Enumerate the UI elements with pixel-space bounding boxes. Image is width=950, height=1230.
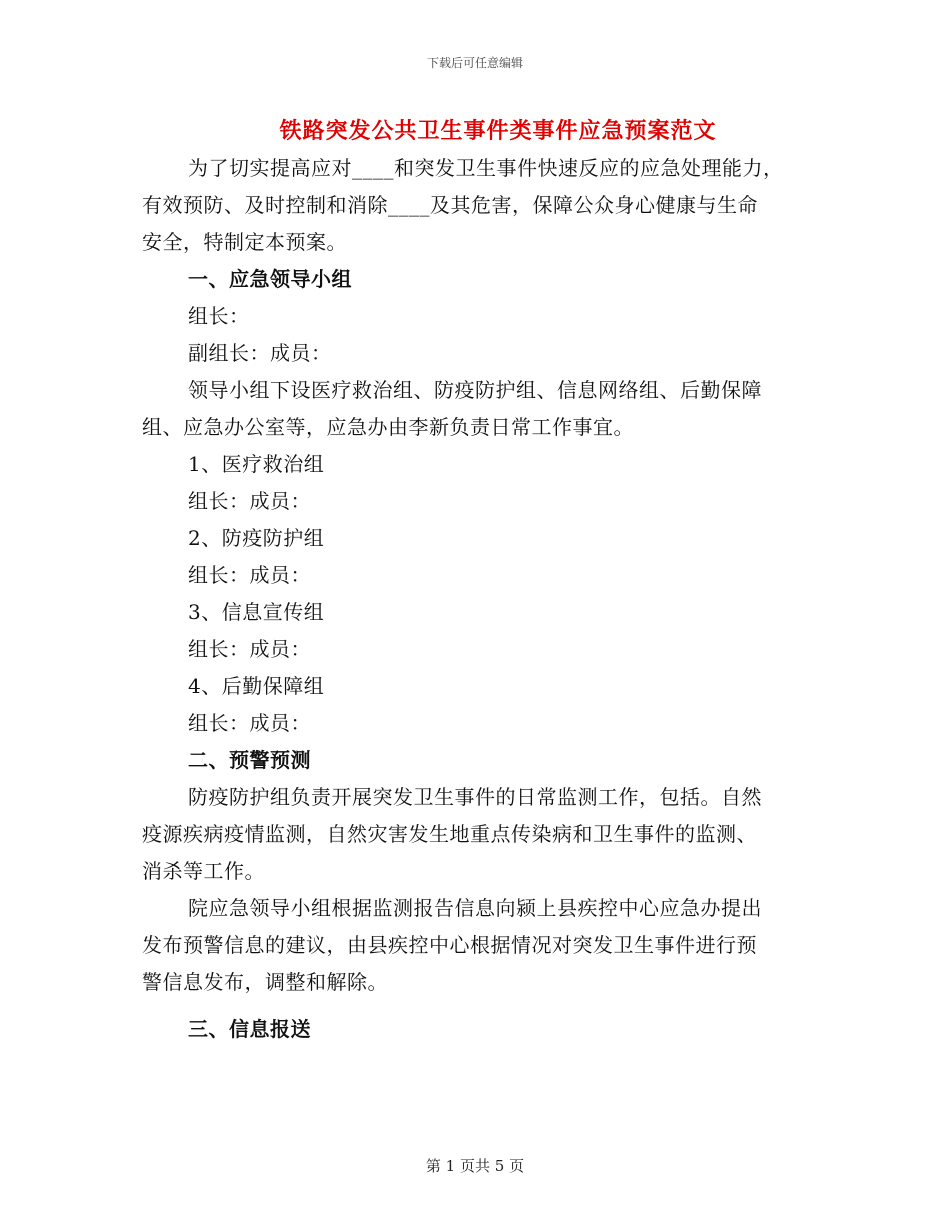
groups-line-1: 领导小组下设医疗救治组、防疫防护组、信息网络组、后勤保障: [188, 378, 762, 402]
group-heading-1: 1、医疗救治组: [188, 452, 325, 476]
group-heading-3: 3、信息宣传组: [188, 600, 325, 624]
group-heading-4: 4、后勤保障组: [188, 674, 325, 698]
monitoring-line-3: 消杀等工作。: [142, 859, 265, 883]
monitoring-line-2: 疫源疾病疫情监测，自然灾害发生地重点传染病和卫生事件的监测、: [142, 822, 757, 846]
warning-line-1: 院应急领导小组根据监测报告信息向颍上县疾控中心应急办提出: [188, 896, 762, 920]
intro-line-2: 有效预防、及时控制和消除____及其危害，保障公众身心健康与生命: [142, 193, 758, 217]
group-members-1: 组长：成员：: [188, 489, 311, 513]
header-note: 下载后可任意编辑: [426, 56, 523, 70]
warning-line-2: 发布预警信息的建议，由县疾控中心根据情况对突发卫生事件进行预: [142, 933, 757, 957]
document-body: [142, 150, 806, 1048]
page-footer: 第 1 页共 5 页: [425, 1157, 525, 1175]
group-members-2: 组长：成员：: [188, 563, 311, 587]
intro-line-1: 为了切实提高应对____和突发卫生事件快速反应的应急处理能力，: [188, 156, 784, 180]
section-heading-2: 二、预警预测: [188, 748, 311, 772]
groups-line-2: 组、应急办公室等，应急办由李新负责日常工作事宜。: [142, 415, 634, 439]
deputy-leader-line: 副组长：成员：: [188, 341, 332, 365]
document-title: 铁路突发公共卫生事件类事件应急预案范文: [279, 118, 717, 144]
group-heading-2: 2、防疫防护组: [188, 526, 325, 550]
section-heading-1: 一、应急领导小组: [188, 267, 352, 291]
group-members-4: 组长：成员：: [188, 711, 311, 735]
group-members-3: 组长：成员：: [188, 637, 311, 661]
warning-line-3: 警信息发布，调整和解除。: [142, 970, 388, 994]
intro-line-3: 安全，特制定本预案。: [142, 230, 347, 254]
spacer: [142, 1001, 806, 1011]
monitoring-line-1: 防疫防护组负责开展突发卫生事件的日常监测工作，包括。自然: [188, 785, 762, 809]
section-heading-3: 三、信息报送: [188, 1017, 311, 1041]
leader-line: 组长：: [188, 304, 250, 328]
